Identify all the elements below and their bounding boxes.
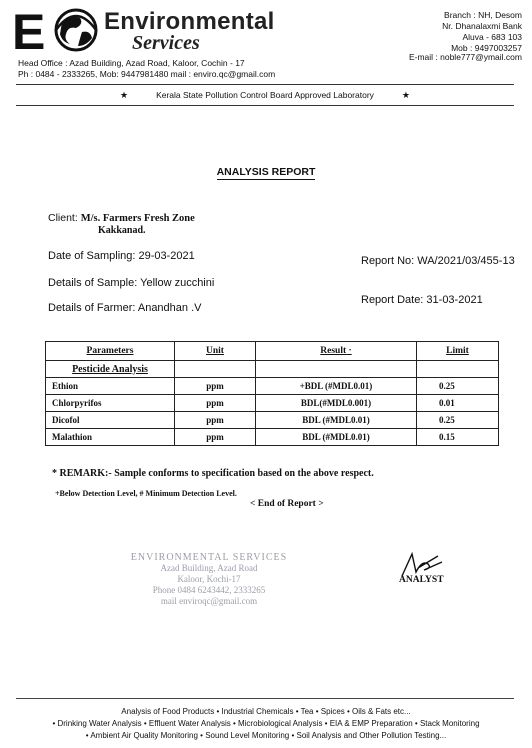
report-date: Report Date: 31-03-2021 <box>361 294 483 306</box>
company-logo <box>10 6 105 56</box>
empty-cell <box>256 361 417 378</box>
star-icon: ★ <box>120 89 129 100</box>
branch-line: Aluva - 683 103 <box>462 32 522 42</box>
limit-cell: 0.25 <box>417 412 499 429</box>
unit-cell: ppm <box>175 412 256 429</box>
empty-cell <box>175 361 256 378</box>
approval-band <box>16 84 514 106</box>
table-row <box>46 429 499 446</box>
stamp-line: Azad Building, Azad Road <box>160 563 258 573</box>
company-email: E-mail : noble777@ymail.com <box>408 52 522 62</box>
client-label: Client: <box>48 212 81 224</box>
details-of-farmer: Details of Farmer: Anandhan .V <box>48 302 202 314</box>
table-row <box>46 395 499 412</box>
date-of-sampling: Date of Sampling: 29-03-2021 <box>48 250 195 262</box>
unit-cell: ppm <box>175 395 256 412</box>
table-header-row <box>46 342 499 361</box>
client-location: Kakkanad. <box>98 225 146 236</box>
table-row <box>46 378 499 395</box>
result-cell: +BDL (#MDL0.01) <box>256 378 417 395</box>
brand-name: Environmental <box>104 8 275 35</box>
footer-services-line: Analysis of Food Products • Industrial Chemicals • Tea • Spices • Oils & Fats etc... <box>121 707 411 716</box>
company-stamp <box>124 552 294 607</box>
stamp-line: Phone 0484 6243442, 2333265 <box>152 585 266 595</box>
result-cell: BDL (#MDL0.01) <box>256 412 417 429</box>
details-of-sample: Details of Sample: Yellow zucchini <box>48 277 215 289</box>
limit-cell: 0.25 <box>417 378 499 395</box>
branch-line: Branch : NH, Desom <box>444 10 522 20</box>
analyst-label: ANALYST <box>399 575 444 585</box>
section-row <box>46 361 499 378</box>
header-parameters: Parameters <box>46 342 175 361</box>
remark: * REMARK:- Sample conforms to specification based on the above respect. <box>52 468 374 479</box>
footer-divider <box>16 698 514 699</box>
parameter-cell: Ethion <box>46 378 175 395</box>
parameter-cell: Dicofol <box>46 412 175 429</box>
result-cell: BDL(#MDL0.001) <box>256 395 417 412</box>
report-title-text: ANALYSIS REPORT <box>216 166 316 178</box>
footnote: +Below Detection Level, # Minimum Detection Level. <box>55 489 237 498</box>
approval-text: Kerala State Pollution Control Board Approved Laboratory <box>156 90 374 100</box>
footer-services-line: • Ambient Air Quality Monitoring • Sound Level Monitoring • Soil Analysis and Other Pollution Testing... <box>85 731 447 740</box>
brand-subtitle: Services <box>132 32 200 54</box>
parameter-cell: Malathion <box>46 429 175 446</box>
branch-line: Nr. Dhanalaxmi Bank <box>442 21 522 31</box>
section-title: Pesticide Analysis <box>46 361 175 378</box>
footer-services-line: • Drinking Water Analysis • Effluent Water Analysis • Microbiological Analysis • EIA & EMP Preparation • Stack Monitoring <box>52 719 480 728</box>
head-office-address: Head Office : Azad Building, Azad Road, Kaloor, Cochin - 17 <box>18 58 245 68</box>
stamp-line: Kaloor, Kochi-17 <box>177 574 241 584</box>
table-row <box>46 412 499 429</box>
branch-address <box>442 10 522 54</box>
unit-cell: ppm <box>175 378 256 395</box>
stamp-line: ENVIRONMENTAL SERVICES <box>130 552 288 563</box>
limit-cell: 0.15 <box>417 429 499 446</box>
logo-letter: E <box>12 6 46 56</box>
head-office-contacts: Ph : 0484 - 2333265, Mob: 9447981480 mail : enviro.qc@gmail.com <box>18 69 276 79</box>
report-title <box>0 166 532 178</box>
header-limit: Limit <box>417 342 499 361</box>
limit-cell: 0.01 <box>417 395 499 412</box>
star-icon: ★ <box>401 89 410 100</box>
result-cell: BDL (#MDL0.01) <box>256 429 417 446</box>
results-table <box>45 341 499 446</box>
stamp-line: mail enviroqc@gmail.com <box>160 596 258 606</box>
result-mark: · <box>348 346 352 356</box>
client-line <box>48 212 195 224</box>
end-of-report: < End of Report > <box>250 499 324 509</box>
client-name: M/s. Farmers Fresh Zone <box>80 213 195 224</box>
parameter-cell: Chlorpyrifos <box>46 395 175 412</box>
report-number: Report No: WA/2021/03/455-13 <box>361 255 515 267</box>
header-result <box>256 342 417 361</box>
unit-cell: ppm <box>175 429 256 446</box>
branch-line: Mob : 9497003257 <box>451 43 522 53</box>
empty-cell <box>417 361 499 378</box>
header-unit: Unit <box>175 342 256 361</box>
header-result-text: Result <box>320 346 347 356</box>
